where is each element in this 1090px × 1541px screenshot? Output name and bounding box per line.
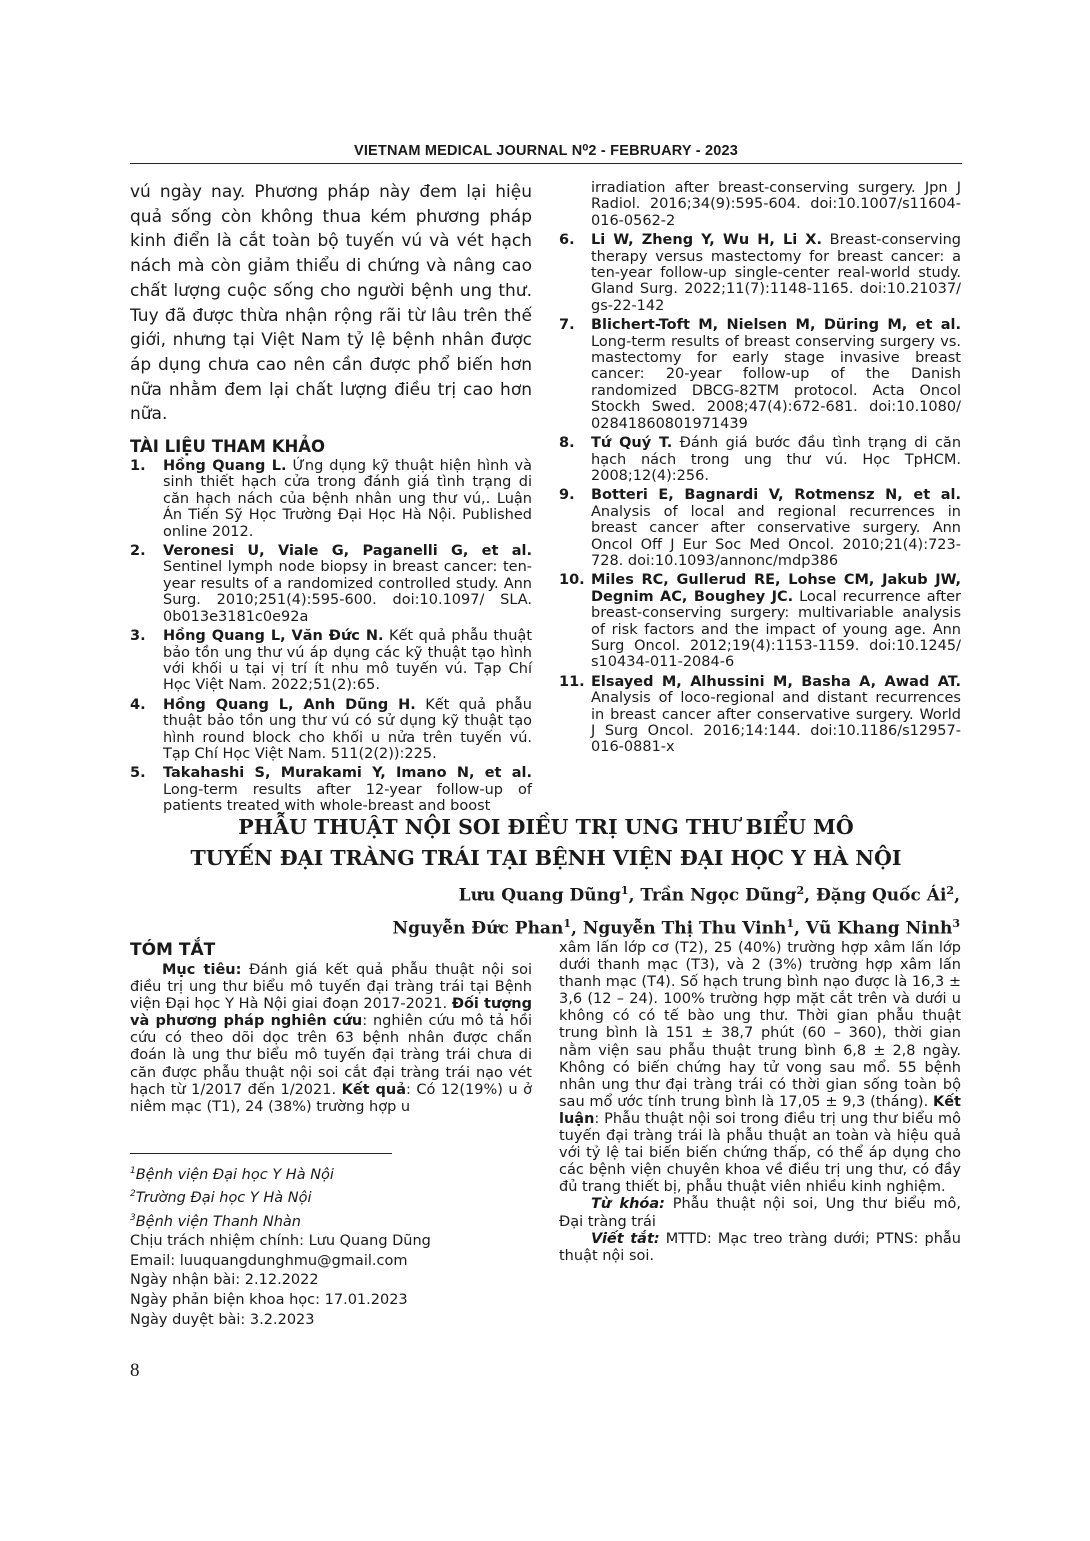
- reference-number: 3.: [130, 628, 146, 645]
- reference-body: [591, 232, 961, 314]
- reference-text: Kết quả phẫu thuật bảo tồn ung thư vú có sử dụng kỹ thuật tạo hình round block cho khối u nửa trên tuyến vú. Tạp Chí Học Việt Nam. 511(2(2)):225.: [163, 696, 532, 762]
- reference-number: 8.: [559, 435, 575, 452]
- reference-text: Kết quả phẫu thuật bảo tồn ung thư vú áp dụng các kỹ thuật tạo hình với khối u tại vị trí ít nhu mô tuyến vú. Tạp Chí Học Việt Nam. 2022;51(2):65.: [163, 628, 533, 694]
- reference-body: [591, 572, 961, 670]
- conclusion-text: : Phẫu thuật nội soi trong điều trị ung thư biểu mô tuyến đại tràng trái là phẫu thuật an toàn và hiệu quả với tỷ lệ tai biến biến chứng thấp, có thể áp dụng cho các bệnh viện chuyên khoa về điều trị ung thư, có đầy đủ trang thiết bị, phẫu thuật viên nhiều kinh nghiệm.: [559, 1110, 961, 1196]
- reference-number: 11.: [559, 673, 585, 690]
- abstract-paragraph: [130, 962, 532, 1116]
- reference-number: 9.: [559, 487, 575, 504]
- author-name: Vũ Khang Ninh: [805, 918, 953, 939]
- author-separator: ,: [954, 885, 960, 906]
- references-list-right: [559, 232, 961, 756]
- conclusion-label: Kết luận: [559, 1093, 961, 1127]
- author-affiliation: 2: [946, 884, 955, 897]
- author-separator: ,: [570, 918, 583, 939]
- reference-authors: Veronesi U, Viale G, Paganelli G, et al.: [163, 543, 532, 560]
- keywords: [559, 1196, 961, 1230]
- reference-body: [163, 458, 532, 540]
- affiliation-1-text: Bệnh viện Đại học Y Hà Nội: [135, 1166, 334, 1183]
- references-heading: TÀI LIỆU THAM KHẢO: [130, 437, 326, 457]
- reference-authors: Takahashi S, Murakami Y, Imano N, et al.: [163, 765, 532, 782]
- affiliation-3-text: Bệnh viện Thanh Nhàn: [135, 1213, 301, 1230]
- article-title-line-1: PHẪU THUẬT NỘI SOI ĐIỀU TRỊ UNG THƯ BIỂU MÔ: [238, 815, 854, 839]
- reference-item: [559, 572, 961, 670]
- abbreviations-label: Viết tắt:: [591, 1230, 660, 1247]
- reference-text: Long-term results after 12-year follow-up of patients treated with whole-breast and boost: [163, 781, 532, 815]
- top-left-column: [130, 180, 532, 818]
- keywords-label: Từ khóa:: [591, 1196, 665, 1213]
- reference-number: 10.: [559, 572, 585, 589]
- reference-text: Analysis of loco-regional and distant recurrences in breast cancer after conservative surgery. World J Surg Oncol. 2016;14:144. doi:10.1186/s12957-016-0881-x: [591, 690, 961, 756]
- reference-authors: Botteri E, Bagnardi V, Rotmensz N, et al.: [591, 487, 961, 504]
- author-list: [128, 877, 960, 942]
- author-name: Trần Ngọc Dũng: [640, 885, 797, 906]
- abstract-left-column: [130, 940, 532, 1116]
- date-reviewed: Ngày phản biện khoa học: 17.01.2023: [130, 1292, 408, 1309]
- reference-body: [163, 765, 532, 814]
- keywords-text: Phẫu thuật nội soi, Ung thư biểu mô, Đại tràng trái: [559, 1196, 961, 1230]
- author-name: Nguyễn Đức Phan: [392, 918, 564, 939]
- reference-item: [130, 458, 532, 540]
- intro-paragraph: vú ngày nay. Phương pháp này đem lại hiệu quả sống còn không thua kém phương pháp kinh điển là cắt toàn bộ tuyến vú và vét hạch nách mà còn giảm thiểu di chứng và nâng cao chất lượng cuộc sống cho người bệnh ung thư. Tuy đã được thừa nhận rộng rãi từ lâu trên thế giới, nhưng tại Việt Nam tỷ lệ bệnh nhân được áp dụng chưa cao nên cần được phổ biến hơn nữa nhằm đem lại chất lượng điều trị cao hơn nữa.: [130, 182, 532, 425]
- article-title-line-2: TUYẾN ĐẠI TRÀNG TRÁI TẠI BỆNH VIỆN ĐẠI HỌC Y HÀ NỘI: [190, 846, 902, 870]
- author-affiliation: 1: [620, 884, 629, 897]
- reference-item: [130, 543, 532, 625]
- author-name: Nguyễn Thị Thu Vinh: [582, 918, 787, 939]
- author-name: Đặng Quốc Ái: [815, 885, 947, 906]
- abstract-continuation: [559, 940, 961, 1196]
- reference-body: [591, 674, 961, 756]
- objective-text: Đánh giá kết quả phẫu thuật nội soi điều trị ung thư biểu mô tuyến đại tràng trái tại Bệnh viện Đại học Y Hà Nội giai đoạn 2017-2021.: [130, 962, 532, 1013]
- reference-item: [130, 697, 532, 763]
- reference-continuation: [559, 180, 961, 229]
- reference-body: [163, 543, 532, 625]
- affiliation-2-text: Trường Đại học Y Hà Nội: [135, 1190, 312, 1207]
- footnote-rule: [130, 1153, 392, 1154]
- reference-authors: Tứ Quý T.: [591, 435, 673, 452]
- reference-body: [591, 435, 961, 484]
- reference-item: [559, 317, 961, 432]
- results-text: : Có 12(19%) u ở niêm mạc (T1), 24 (38%) trường hợp u: [130, 1081, 532, 1115]
- date-received: Ngày nhận bài: 2.12.2022: [130, 1272, 319, 1289]
- author-affiliation: 2: [796, 884, 805, 897]
- author-separator: ,: [804, 885, 816, 906]
- reference-authors: Hồng Quang L, Văn Đức N.: [163, 628, 384, 645]
- reference-item: [559, 487, 961, 569]
- methods-text: : nghiên cứu mô tả hồi cứu có theo dõi dọc trên 63 bệnh nhân được chẩn đoán là ung thư biểu mô tuyến đại tràng trái chưa di căn được phẫu thuật nội soi cắt đại tràng trái nạo vét hạch từ 1/2017 đến 1/2021.: [130, 1013, 532, 1098]
- running-header: VIETNAM MEDICAL JOURNAL N⁰2 - FEBRUARY - 2023: [353, 143, 739, 159]
- results-continued-text: xâm lấn lớp cơ (T2), 25 (40%) trường hợp xâm lấn lớp dưới thanh mạc (T3), và 2 (3%) trường hợp xâm lấn thanh mạc (T4). Số hạch trung bình nạo được là 16,3 ± 3,6 (12 – 24). 100% trường hợp mặt cắt trên và dưới u không có có tế bào ung thư. Thời gian phẫu thuật trung bình là 151 ± 38,7 phút (60 – 360), thời gian nằm viện sau phẫu thuật trung bình 6,8 ± 2,8 ngày. Không có biến chứng hay tử vong sau mổ. 55 bệnh nhân ung thư đại tràng trái có thời gian sống toàn bộ sau mổ ước tính trung bình là 17,05 ± 9,3 (tháng).: [559, 940, 961, 1110]
- footnotes: [130, 1162, 532, 1330]
- abstract-right-column: [559, 940, 961, 1265]
- reference-text: Sentinel lymph node biopsy in breast cancer: ten-year results of a randomized controlled study. Ann Surg. 2010;251(4):595-600. doi:10.1097/ SLA. 0b013e3181c0e92a: [163, 559, 532, 625]
- author-line-2: [128, 910, 960, 943]
- reference-number: 5.: [130, 765, 146, 782]
- reference-body: [163, 628, 532, 694]
- reference-authors: Hồng Quang L, Anh Dũng H.: [163, 696, 416, 713]
- reference-item: [559, 232, 961, 314]
- reference-authors: Blichert-Toft M, Nielsen M, Düring M, et al.: [591, 317, 961, 334]
- date-accepted: Ngày duyệt bài: 3.2.2023: [130, 1311, 315, 1328]
- author-separator: ,: [793, 918, 806, 939]
- reference-text: Đánh giá bước đầu tình trạng di căn hạch nách trong ung thư vú. Học TpHCM. 2008;12(4):256.: [591, 435, 962, 484]
- reference-number: 7.: [559, 317, 575, 334]
- reference-5-continuation: irradiation after breast-conserving surgery. Jpn J Radiol. 2016;34(9):595-604. doi:10.1007/s11604-016-0562-2: [591, 180, 961, 229]
- reference-body: [163, 697, 532, 763]
- responsible-author: Chịu trách nhiệm chính: Lưu Quang Dũng: [130, 1233, 431, 1250]
- author-line-1: [128, 877, 960, 910]
- article-title: [130, 812, 962, 874]
- reference-text: Local recurrence after breast-conserving surgery: multivariable analysis of risk factors and the impact of young age. Ann Surg Oncol. 2012;19(4):1153-1159. doi:10.1245/ s10434-011-2084-6: [591, 588, 961, 671]
- affiliation-1: $^1$Bệnh viện Đại học Y Hà Nội: [130, 1166, 334, 1183]
- author-affiliation: 3: [952, 916, 960, 930]
- methods-label: Đối tượng và phương pháp nghiên cứu: [130, 996, 532, 1030]
- reference-item: [130, 765, 532, 814]
- reference-item: [559, 435, 961, 484]
- reference-number: 2.: [130, 543, 146, 560]
- reference-number: 4.: [130, 696, 146, 713]
- reference-text: Analysis of local and regional recurrences in breast cancer after conservative surgery. Ann Oncol Off J Eur Soc Med Oncol. 2010;21(4):723-728. doi:10.1093/annonc/mdp386: [591, 503, 961, 569]
- reference-body: [591, 317, 961, 432]
- author-name: Lưu Quang Dũng: [458, 885, 621, 906]
- page-number: 8: [130, 1360, 140, 1381]
- top-right-column: [559, 180, 961, 759]
- reference-number: 1.: [130, 458, 146, 475]
- results-label: Kết quả: [341, 1081, 407, 1098]
- reference-body: [591, 487, 961, 569]
- affiliation-2: $^2$Trường Đại học Y Hà Nội: [130, 1189, 312, 1207]
- reference-authors: Hồng Quang L.: [163, 458, 287, 475]
- abbreviations: [559, 1231, 961, 1265]
- reference-authors: Elsayed M, Alhussini M, Basha A, Awad AT.: [591, 673, 961, 690]
- header-rule: [130, 163, 962, 164]
- reference-authors: Miles RC, Gullerud RE, Lohse CM, Jakub JW, Degnim AC, Boughey JC.: [591, 572, 961, 605]
- author-affiliation: 1: [563, 916, 571, 930]
- abstract-heading: TÓM TẮT: [130, 940, 216, 960]
- references-list-left: [130, 458, 532, 815]
- author-affiliation: 1: [786, 916, 794, 930]
- abbreviations-text: MTTD: Mạc treo tràng dưới; PTNS: phẫu thuật nội soi.: [559, 1230, 961, 1264]
- contact-email: Email: luuquangdunghmu@gmail.com: [130, 1252, 408, 1269]
- reference-text: Ứng dụng kỹ thuật hiện hình và sinh thiết hạch cửa trong đánh giá tình trạng di căn hạch nách của bệnh nhân ung thư vú,. Luận Án Tiến Sỹ Học Trường Đại Học Hà Nội. Published online 2012.: [163, 458, 532, 540]
- reference-text: Long-term results of breast conserving surgery vs. mastectomy for early stage invasive breast cancer: 20-year follow-up of the Danish randomized DBCG-82TM protocol. Acta Oncol Stockh Swed. 2008;47(4):672-681. doi:10.1080/ 02841860801971439: [591, 333, 961, 432]
- reference-authors: Li W, Zheng Y, Wu H, Li X.: [591, 232, 822, 249]
- reference-item: [559, 674, 961, 756]
- reference-item: [130, 628, 532, 694]
- objective-label: Mục tiêu:: [162, 962, 242, 978]
- affiliation-3: $^3$Bệnh viện Thanh Nhàn: [130, 1212, 301, 1230]
- reference-text: Breast-conserving therapy versus mastectomy for breast cancer: a ten-year follow-up single-center real-world study. Gland Surg. 2022;11(7):1148-1165. doi:10.21037/ gs-22-142: [591, 232, 961, 314]
- author-separator: ,: [628, 885, 641, 906]
- reference-number: 6.: [559, 232, 575, 249]
